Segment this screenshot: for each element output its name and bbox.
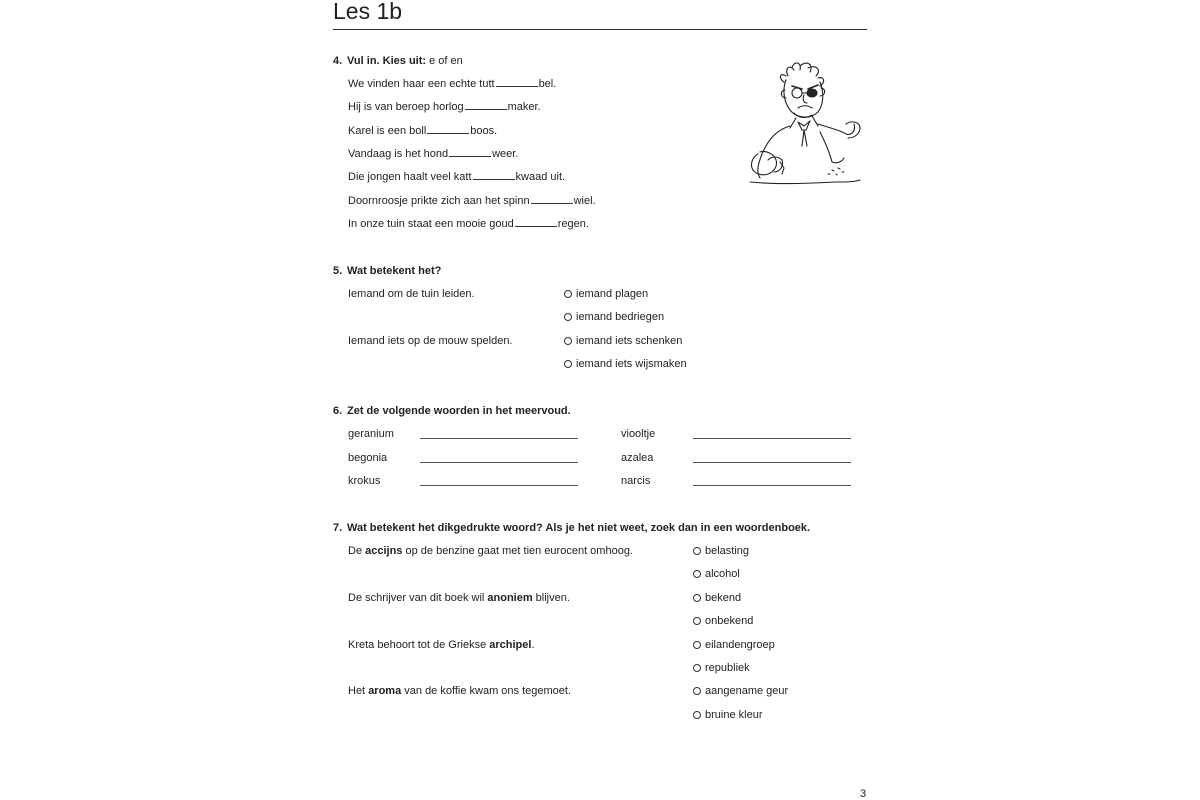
exercise-4-item bbox=[348, 171, 565, 183]
sentence-start: De schrijver van dit boek wil bbox=[348, 592, 488, 604]
item-suffix: boos. bbox=[470, 125, 498, 137]
exercise-5-question: Iemand om de tuin leiden. bbox=[348, 288, 475, 300]
radio-circle-icon[interactable] bbox=[564, 290, 572, 298]
answer-line[interactable] bbox=[420, 485, 578, 486]
exercise-4-options: e of en bbox=[429, 55, 463, 67]
radio-circle-icon[interactable] bbox=[564, 313, 572, 321]
radio-option[interactable] bbox=[564, 358, 687, 370]
exercise-4-item bbox=[348, 101, 541, 113]
fill-blank[interactable] bbox=[531, 195, 573, 204]
fill-blank[interactable] bbox=[427, 125, 469, 134]
radio-circle-icon[interactable] bbox=[693, 570, 701, 578]
radio-option[interactable] bbox=[564, 288, 648, 300]
option-label: belasting bbox=[705, 545, 750, 557]
item-prefix: Doornroosje prikte zich aan het spinn bbox=[348, 195, 530, 207]
page-title: Les 1b bbox=[333, 0, 403, 24]
option-label: onbekend bbox=[705, 615, 754, 627]
option-label: iemand plagen bbox=[576, 288, 649, 300]
option-label: iemand bedriegen bbox=[576, 311, 665, 323]
exercise-5-heading bbox=[333, 265, 441, 277]
sentence-start: Kreta behoort tot de Griekse bbox=[348, 639, 490, 651]
exercise-4-item bbox=[348, 78, 556, 90]
answer-line[interactable] bbox=[693, 462, 851, 463]
exercise-6-label: Zet de volgende woorden in het meervoud. bbox=[347, 405, 571, 417]
sentence-end: blijven. bbox=[532, 592, 570, 604]
exercise-7-sentence bbox=[348, 685, 571, 697]
option-label: alcohol bbox=[705, 568, 740, 580]
plural-word: geranium bbox=[348, 428, 394, 440]
bold-word: anoniem bbox=[487, 592, 533, 604]
radio-circle-icon[interactable] bbox=[693, 664, 701, 672]
item-prefix: In onze tuin staat een mooie goud bbox=[348, 218, 514, 230]
exercise-4-label: Vul in. Kies uit: bbox=[347, 55, 427, 67]
exercise-6-number: 6. bbox=[333, 405, 343, 417]
exercise-4-item bbox=[348, 218, 589, 230]
item-suffix: maker. bbox=[507, 101, 541, 113]
fill-blank[interactable] bbox=[449, 148, 491, 157]
sentence-start: Het bbox=[348, 685, 369, 697]
radio-option[interactable] bbox=[693, 545, 749, 557]
radio-option[interactable] bbox=[693, 639, 775, 651]
exercise-7-sentence bbox=[348, 639, 535, 651]
exercise-7-sentence bbox=[348, 592, 570, 604]
exercise-7-sentence bbox=[348, 545, 633, 557]
exercise-4-number: 4. bbox=[333, 55, 343, 67]
plural-word: azalea bbox=[621, 452, 654, 464]
option-label: aangename geur bbox=[705, 685, 789, 697]
item-prefix: We vinden haar een echte tutt bbox=[348, 78, 495, 90]
exercise-5-label: Wat betekent het? bbox=[347, 265, 442, 277]
answer-line[interactable] bbox=[693, 485, 851, 486]
radio-circle-icon[interactable] bbox=[693, 594, 701, 602]
exercise-5-question: Iemand iets op de mouw spelden. bbox=[348, 335, 513, 347]
fill-blank[interactable] bbox=[465, 101, 507, 110]
radio-circle-icon[interactable] bbox=[693, 547, 701, 555]
exercise-7-label: Wat betekent het dikgedrukte woord? Als je het niet weet, zoek dan in een woordenboek. bbox=[347, 522, 811, 534]
plural-word: krokus bbox=[348, 475, 381, 487]
option-label: eilandengroep bbox=[705, 639, 775, 651]
item-suffix: regen. bbox=[557, 218, 589, 230]
sentence-end: op de benzine gaat met tien eurocent omhoog. bbox=[402, 545, 633, 557]
radio-option[interactable] bbox=[693, 709, 762, 721]
radio-option[interactable] bbox=[693, 662, 750, 674]
page-number: 3 bbox=[860, 788, 867, 800]
exercise-6-heading bbox=[333, 405, 571, 417]
item-prefix: Hij is van beroep horlog bbox=[348, 101, 464, 113]
exercise-7-number: 7. bbox=[333, 522, 343, 534]
answer-line[interactable] bbox=[420, 462, 578, 463]
item-suffix: wiel. bbox=[573, 195, 596, 207]
option-label: iemand iets schenken bbox=[576, 335, 683, 347]
item-prefix: Die jongen haalt veel katt bbox=[348, 171, 472, 183]
exercise-5-number: 5. bbox=[333, 265, 343, 277]
fill-blank[interactable] bbox=[473, 171, 515, 180]
exercise-4-item bbox=[348, 195, 596, 207]
radio-option[interactable] bbox=[693, 685, 788, 697]
item-suffix: weer. bbox=[492, 148, 519, 160]
item-prefix: Karel is een boll bbox=[348, 125, 427, 137]
radio-option[interactable] bbox=[693, 568, 740, 580]
item-suffix: bel. bbox=[538, 78, 557, 90]
bold-word: aroma bbox=[368, 685, 402, 697]
option-label: iemand iets wijsmaken bbox=[576, 358, 687, 370]
plural-word: viooltje bbox=[621, 428, 656, 440]
fill-blank[interactable] bbox=[515, 218, 557, 227]
item-prefix: Vandaag is het hond bbox=[348, 148, 449, 160]
exercise-4-item bbox=[348, 125, 497, 137]
option-label: bruine kleur bbox=[705, 709, 763, 721]
option-label: bekend bbox=[705, 592, 742, 604]
radio-option[interactable] bbox=[564, 335, 682, 347]
item-suffix: kwaad uit. bbox=[515, 171, 566, 183]
exercise-4-heading bbox=[333, 55, 463, 67]
sentence-end: van de koffie kwam ons tegemoet. bbox=[401, 685, 571, 697]
radio-option[interactable] bbox=[693, 615, 753, 627]
bold-word: archipel bbox=[489, 639, 532, 651]
radio-circle-icon[interactable] bbox=[693, 687, 701, 695]
grumpy-man-illustration bbox=[740, 58, 868, 190]
radio-option[interactable] bbox=[564, 311, 664, 323]
plural-word: begonia bbox=[348, 452, 388, 464]
bold-word: accijns bbox=[365, 545, 403, 557]
option-label: republiek bbox=[705, 662, 750, 674]
radio-circle-icon[interactable] bbox=[693, 617, 701, 625]
radio-circle-icon[interactable] bbox=[693, 641, 701, 649]
sentence-start: De bbox=[348, 545, 366, 557]
answer-line[interactable] bbox=[420, 438, 578, 439]
exercise-7-heading bbox=[333, 522, 810, 534]
plural-word: narcis bbox=[621, 475, 651, 487]
exercise-4-item bbox=[348, 148, 518, 160]
radio-circle-icon[interactable] bbox=[693, 711, 701, 719]
title-divider bbox=[333, 29, 867, 30]
fill-blank[interactable] bbox=[496, 78, 538, 87]
radio-circle-icon[interactable] bbox=[564, 360, 572, 368]
radio-circle-icon[interactable] bbox=[564, 337, 572, 345]
sentence-end: . bbox=[531, 639, 535, 651]
answer-line[interactable] bbox=[693, 438, 851, 439]
radio-option[interactable] bbox=[693, 592, 741, 604]
